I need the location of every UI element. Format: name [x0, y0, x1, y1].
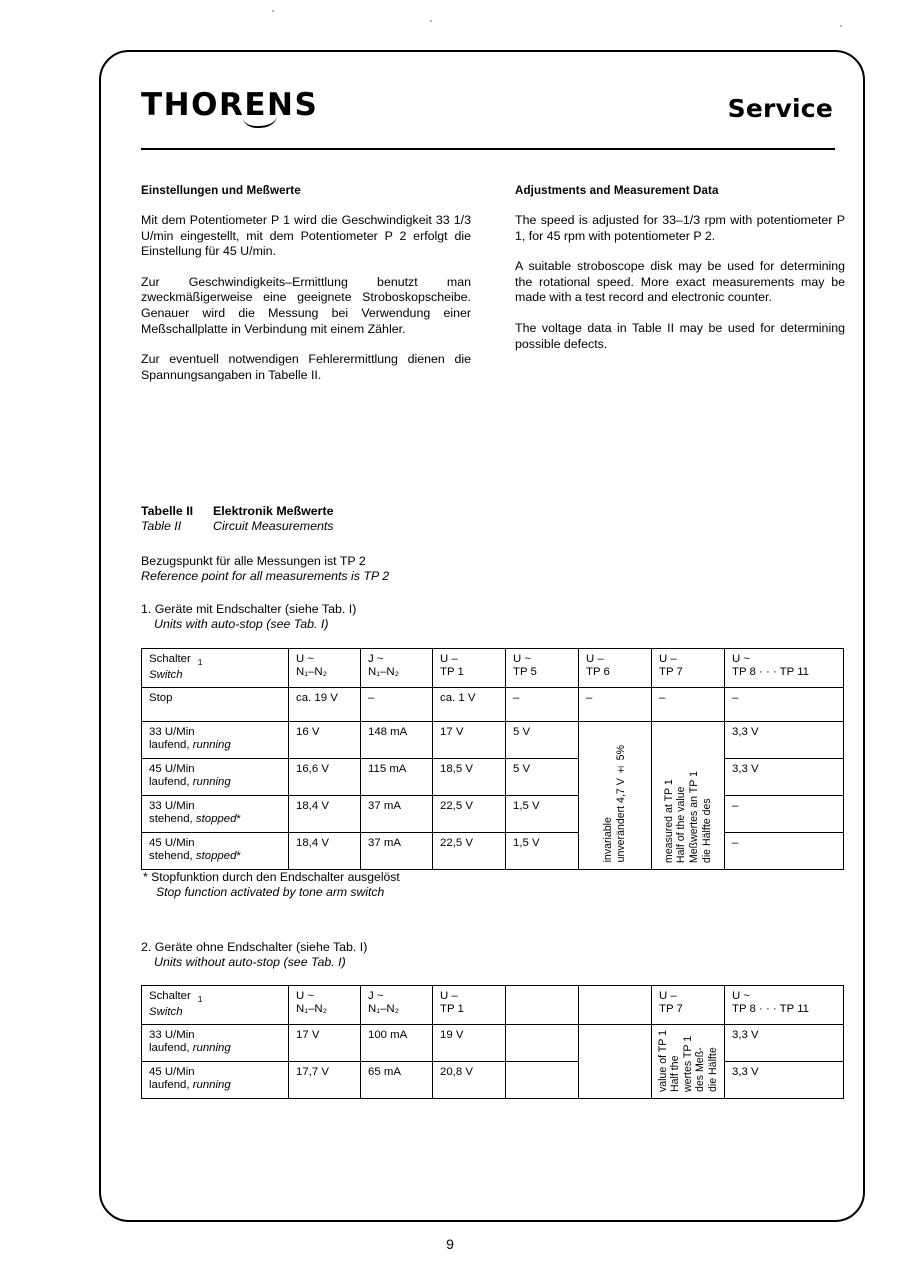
- table1-header-u-n1n2-line2: N₁–N₂: [296, 666, 328, 679]
- table1-row2-tp1: 17 V: [433, 721, 506, 758]
- table1-header-tp5: [506, 649, 579, 688]
- table2-header-j-n1n2: [361, 986, 433, 1025]
- table1-header-switch-de: Schalter: [149, 653, 191, 665]
- table1-header-tp6-line1: U –: [586, 653, 604, 665]
- english-heading: Adjustments and Measurement Data: [515, 184, 719, 197]
- table2-caption-german: [141, 504, 334, 519]
- table2-merged-tp7-en-line2: value of TP 1: [656, 1029, 669, 1092]
- column-german: [141, 184, 471, 383]
- table2-header-switch-superscript: 1: [197, 994, 203, 1004]
- table2-header-blank1-line1: [513, 990, 572, 1003]
- table2-header-row: [142, 986, 844, 1025]
- table2-row2-tp8-tp11: 3,3 V: [725, 1061, 844, 1098]
- table2-header-j-n1n2-line1: J ~: [368, 990, 384, 1002]
- table1-header-tp5-line2: TP 5: [513, 666, 537, 679]
- table2-row1-label-de: 33 U/Min: [149, 1028, 195, 1041]
- table2-caption: [141, 504, 334, 535]
- table1-row1-tp6: –: [579, 687, 652, 721]
- table1-footnote: [143, 870, 400, 900]
- table2-row1-blank-1: [506, 1024, 579, 1061]
- table2-row2-j-n1n2: 65 mA: [361, 1061, 433, 1098]
- table-row: [142, 1061, 844, 1098]
- column-english: [515, 184, 845, 352]
- table2-header-u-n1n2: [289, 986, 361, 1025]
- masthead: [141, 72, 837, 134]
- thorens-logo: [141, 87, 319, 123]
- table1-merged-tp7-en-line2: measured at TP 1: [662, 778, 675, 863]
- table1-row5-u-n1n2: 18,4 V: [289, 832, 361, 869]
- table1-row2-label-en: running: [192, 739, 231, 752]
- table1-row2-tp8-tp11: 3,3 V: [725, 721, 844, 758]
- reference-point-en: Reference point for all measurements is TP 2: [141, 569, 390, 584]
- table1-header-j-n1n2-line1: J ~: [368, 653, 384, 665]
- table1-row3-tp1: 18,5 V: [433, 758, 506, 795]
- table2-label-de: Tabelle II: [141, 504, 194, 518]
- section2-title-de: 2. Geräte ohne Endschalter (siehe Tab. I): [141, 940, 368, 954]
- table1-row1-label-de: Stop: [149, 691, 173, 704]
- scan-speckle: [840, 25, 842, 27]
- table2-header-tp7: [652, 986, 725, 1025]
- brand-text-part2: NS: [267, 87, 319, 123]
- table1-row1-tp7: –: [652, 687, 725, 721]
- table1-row4-j-n1n2: 37 mA: [361, 795, 433, 832]
- table1-row5-tp8-tp11: –: [725, 832, 844, 869]
- table1-merged-tp6: [579, 721, 652, 869]
- table-row: [142, 1024, 844, 1061]
- table1-row1-u-n1n2: ca. 19 V: [289, 687, 361, 721]
- table1-header-switch: [142, 649, 289, 688]
- table1-header-j-n1n2-line2: N₁–N₂: [368, 666, 400, 679]
- table1-row4-label-en: stopped: [195, 813, 237, 826]
- table1-row5-tp1: 22,5 V: [433, 832, 506, 869]
- table2-header-tp1-line1: U –: [440, 990, 458, 1002]
- german-paragraph-1: Mit dem Potentiometer P 1 wird die Geschwindigkeit 33 1/3 U/min eingestellt, mit dem Potentiometer P 2 erfolgt die Einstellung für 45 U/min.: [141, 213, 471, 259]
- table2-row2-label-en-prefix: laufend,: [149, 1079, 193, 1092]
- table1-header-tp7-line2: TP 7: [659, 666, 683, 679]
- english-paragraph-1: The speed is adjusted for 33–1/3 rpm with potentiometer P 1, for 45 rpm with potentiometer P 2.: [515, 213, 845, 243]
- table1-header-tp1-line1: U –: [440, 653, 458, 665]
- table1-header-tp8-line1: U ~: [732, 653, 751, 665]
- table1-row4-tp5: 1,5 V: [506, 795, 579, 832]
- table1-header-switch-en: Switch: [149, 669, 183, 682]
- table1-header-tp1: [433, 649, 506, 688]
- table1-row4-footnote-marker: *: [236, 813, 241, 826]
- table-row: [142, 758, 844, 795]
- table2-header-blank2-line2: [586, 1003, 645, 1016]
- table2-header-tp7-line1: U –: [659, 990, 677, 1002]
- table1-merged-tp7: [652, 721, 725, 869]
- german-paragraph-2: Zur Geschwindigkeits–Ermittlung benutzt man zweckmäßigerweise eine geeignete Stroboskopscheibe. Genauer wird die Messung bei Verwendung einer Meßschallplatte in Verbindung mit einem Zähler.: [141, 274, 471, 336]
- table1-row5-j-n1n2: 37 mA: [361, 832, 433, 869]
- reference-point-note: [141, 554, 389, 585]
- table2-merged-tp7-de-line3: wertes TP 1: [681, 1035, 694, 1092]
- table-units-without-auto-stop: [141, 985, 844, 1099]
- table1-merged-tp7-en-line1: Half of the value: [675, 786, 688, 863]
- table1-header-switch-superscript: 1: [197, 657, 203, 667]
- table2-header-blank-2: [579, 986, 652, 1025]
- table1-row2-label-de: 33 U/Min: [149, 725, 195, 738]
- table1-row4-label: [142, 795, 289, 832]
- table2-row2-label: [142, 1061, 289, 1098]
- table2-merged-tp7: [652, 1024, 725, 1098]
- table2-row1-j-n1n2: 100 mA: [361, 1024, 433, 1061]
- table1-row3-label-en: running: [192, 776, 231, 789]
- table1-header-tp7-line1: U –: [659, 653, 677, 665]
- table1-row2-label-en-prefix: laufend,: [149, 739, 193, 752]
- table1-merged-tp6-de: unverändert 4,7 V ± 5%: [615, 745, 627, 863]
- table2-merged-tp7-de-line1: die Hälfte: [706, 1047, 719, 1092]
- table1-header-tp1-line2: TP 1: [440, 666, 464, 679]
- table1-row4-label-en-prefix: stehend,: [149, 813, 196, 826]
- table1-row5-footnote-marker: *: [236, 850, 241, 863]
- brand-swash-e: [244, 87, 268, 123]
- table2-merged-blank-2: [579, 1024, 652, 1098]
- table1-row3-label-de: 45 U/Min: [149, 762, 195, 775]
- table1-footnote-en: Stop function activated by tone arm switch: [156, 885, 385, 900]
- table1-row4-label-de: 33 U/Min: [149, 799, 195, 812]
- table1-row1-tp8-tp11: –: [725, 687, 844, 721]
- table2-row1-label: [142, 1024, 289, 1061]
- section2-title-en: Units without auto-stop (see Tab. I): [154, 955, 346, 970]
- table1-row2-label: [142, 721, 289, 758]
- table2-header-tp8-tp11: [725, 986, 844, 1025]
- table1-header-tp6: [579, 649, 652, 688]
- table1-merged-tp6-en: invariable: [602, 817, 615, 863]
- section1-title-en: Units with auto-stop (see Tab. I): [154, 617, 329, 632]
- table1-row2-tp5: 5 V: [506, 721, 579, 758]
- table-units-with-auto-stop: [141, 648, 844, 870]
- brand-text-part1: THOR: [141, 87, 245, 123]
- english-paragraph-2: A suitable stroboscope disk may be used for determining the rotational speed. More exact measurements may be made with a test record and electronic counter.: [515, 259, 845, 305]
- table1-row3-j-n1n2: 115 mA: [361, 758, 433, 795]
- table2-row2-blank-1: [506, 1061, 579, 1098]
- table1-row5-tp5: 1,5 V: [506, 832, 579, 869]
- table2-header-u-n1n2-line1: U ~: [296, 990, 315, 1002]
- table1-row3-label: [142, 758, 289, 795]
- table1-row1-label: [142, 687, 289, 721]
- table1-header-tp5-line1: U ~: [513, 653, 532, 665]
- table2-row1-label-en: running: [192, 1042, 231, 1055]
- table-row: [142, 832, 844, 869]
- table1-row5-label: [142, 832, 289, 869]
- table-row: [142, 721, 844, 758]
- table2-header-u-n1n2-line2: N₁–N₂: [296, 1003, 328, 1016]
- header-rule: [141, 148, 835, 150]
- table1-row2-u-n1n2: 16 V: [289, 721, 361, 758]
- table1-header-tp8-line2: TP 8 · · · TP 11: [732, 666, 810, 679]
- table1-header-u-n1n2: [289, 649, 361, 688]
- table-row: [142, 795, 844, 832]
- table1-row2-j-n1n2: 148 mA: [361, 721, 433, 758]
- table2-row1-u-n1n2: 17 V: [289, 1024, 361, 1061]
- table2-row1-tp1: 19 V: [433, 1024, 506, 1061]
- table2-header-tp8-line2: TP 8 · · · TP 11: [732, 1003, 810, 1016]
- english-paragraph-3: The voltage data in Table II may be used for determining possible defects.: [515, 320, 845, 351]
- table2-row2-label-en: running: [192, 1079, 231, 1092]
- table2-row1-label-en-prefix: laufend,: [149, 1042, 193, 1055]
- table1-row3-tp5: 5 V: [506, 758, 579, 795]
- table2-title-de: Elektronik Meßwerte: [213, 504, 334, 518]
- table1-header-tp7: [652, 649, 725, 688]
- table1-header-tp8-tp11: [725, 649, 844, 688]
- page-frame: [99, 50, 865, 1222]
- section1-title: [141, 602, 356, 633]
- section2-title: [141, 940, 367, 971]
- table1-row3-tp8-tp11: 3,3 V: [725, 758, 844, 795]
- table2-caption-english: [141, 519, 334, 534]
- table2-row2-label-de: 45 U/Min: [149, 1065, 195, 1078]
- table1-header-u-n1n2-line1: U ~: [296, 653, 315, 665]
- table1-footnote-de: * Stopfunktion durch den Endschalter ausgelöst: [143, 870, 400, 884]
- scan-speckle: [430, 20, 432, 22]
- table1-merged-tp7-de-line1: die Hälfte des: [700, 798, 713, 863]
- table2-label-en: Table II: [141, 519, 182, 534]
- table1-row4-tp8-tp11: –: [725, 795, 844, 832]
- table2-header-tp1-line2: TP 1: [440, 1003, 464, 1016]
- page-number: 9: [446, 1236, 454, 1252]
- table-row: [142, 687, 844, 721]
- table1-header-j-n1n2: [361, 649, 433, 688]
- table2-merged-tp7-en-line1: Half the: [669, 1055, 682, 1092]
- page-content: [141, 72, 845, 1210]
- table2-header-blank1-line2: [513, 1003, 572, 1016]
- table1-row1-tp1: ca. 1 V: [433, 687, 506, 721]
- table2-row2-tp1: 20,8 V: [433, 1061, 506, 1098]
- table2-header-switch-en: Switch: [149, 1006, 183, 1019]
- table2-merged-tp7-de-line2: des Meß-: [694, 1047, 707, 1092]
- table1-row3-label-en-prefix: laufend,: [149, 776, 193, 789]
- brand-letter-e: E: [244, 87, 268, 123]
- table2-header-blank2-line1: [586, 990, 645, 1003]
- table2-row2-u-n1n2: 17,7 V: [289, 1061, 361, 1098]
- table2-header-blank-1: [506, 986, 579, 1025]
- table1-merged-tp7-de-line2: Meßwertes an TP 1: [688, 770, 700, 863]
- service-title: Service: [727, 94, 833, 123]
- reference-point-de: Bezugspunkt für alle Messungen ist TP 2: [141, 554, 366, 568]
- section1-title-de: 1. Geräte mit Endschalter (siehe Tab. I): [141, 602, 357, 616]
- table2-title-en: Circuit Measurements: [213, 519, 334, 534]
- table2-row1-tp8-tp11: 3,3 V: [725, 1024, 844, 1061]
- german-paragraph-3: Zur eventuell notwendigen Fehlerermittlung dienen die Spannungsangaben in Tabelle II.: [141, 352, 471, 382]
- table1-row1-j-n1n2: –: [361, 687, 433, 721]
- table1-row4-u-n1n2: 18,4 V: [289, 795, 361, 832]
- table2-header-tp1: [433, 986, 506, 1025]
- german-heading: Einstellungen und Meßwerte: [141, 184, 301, 197]
- table1-row5-label-de: 45 U/Min: [149, 836, 195, 849]
- scan-speckle: [272, 10, 274, 12]
- table2-header-tp7-line2: TP 7: [659, 1003, 683, 1016]
- table1-header-row: [142, 649, 844, 688]
- table1-row3-u-n1n2: 16,6 V: [289, 758, 361, 795]
- table1-row1-tp5: –: [506, 687, 579, 721]
- table1-header-tp6-line2: TP 6: [586, 666, 610, 679]
- table1-row5-label-en-prefix: stehend,: [149, 850, 196, 863]
- table2-header-tp8-line1: U ~: [732, 990, 751, 1002]
- table2-header-switch: [142, 986, 289, 1025]
- table2-header-j-n1n2-line2: N₁–N₂: [368, 1003, 400, 1016]
- table1-row5-label-en: stopped: [195, 850, 237, 863]
- table1-row4-tp1: 22,5 V: [433, 795, 506, 832]
- table2-header-switch-de: Schalter: [149, 990, 191, 1002]
